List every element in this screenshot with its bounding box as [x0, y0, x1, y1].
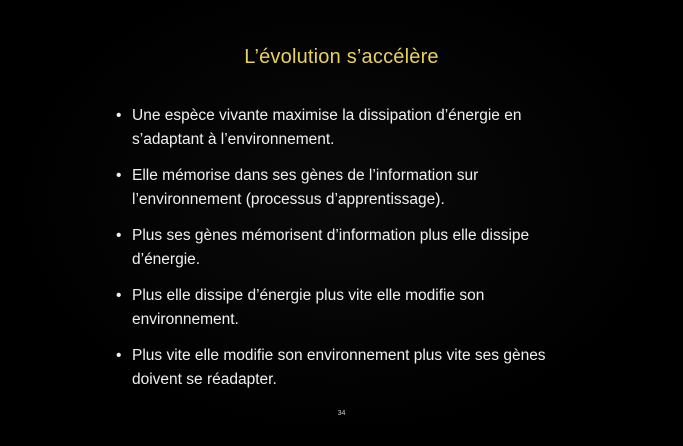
bullet-text: Plus ses gènes mémorisent d’information plus elle dissipe d’énergie. — [132, 227, 530, 268]
bullet-dot-icon: • — [116, 287, 122, 304]
bullet-text: Elle mémorise dans ses gènes de l’information sur l’environnement (processus d’apprentissage). — [132, 167, 479, 208]
bullet-item — [112, 164, 582, 212]
bullet-dot-icon: • — [116, 227, 122, 244]
bullet-text: Plus elle dissipe d’énergie plus vite elle modifie son environnement. — [132, 287, 485, 328]
bullet-item — [112, 104, 582, 152]
bullet-dot-icon: • — [116, 167, 122, 184]
slide-title: L’évolution s’accélère — [244, 46, 439, 68]
bullet-item — [112, 224, 582, 272]
bullet-dot-icon: • — [116, 347, 122, 364]
bullet-list — [112, 104, 582, 404]
bullet-item — [112, 344, 582, 392]
page-number: 34 — [337, 410, 346, 417]
bullet-text: Plus vite elle modifie son environnement plus vite ses gènes doivent se réadapter. — [132, 347, 546, 388]
bullet-text: Une espèce vivante maximise la dissipation d’énergie en s’adaptant à l’environnement. — [132, 107, 522, 148]
bullet-item — [112, 284, 582, 332]
bullet-dot-icon: • — [116, 107, 122, 124]
